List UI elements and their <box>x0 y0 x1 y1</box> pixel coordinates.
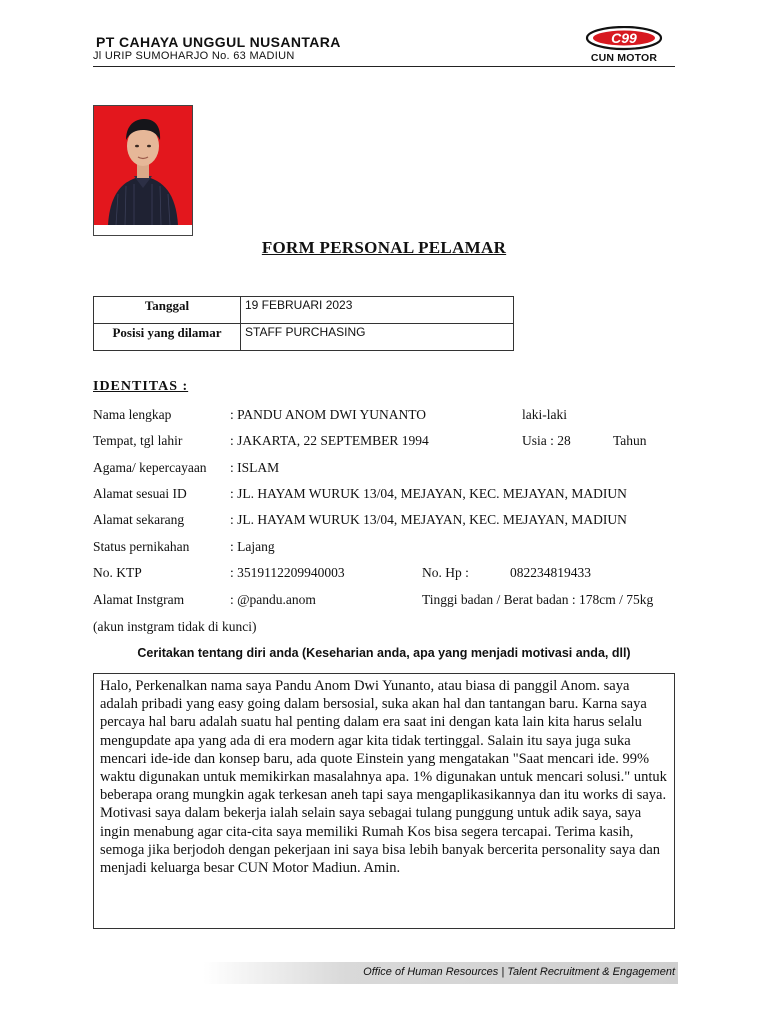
footer-text: Office of Human Resources | Talent Recruitment & Engagement <box>363 966 675 978</box>
age-unit: Tahun <box>613 433 647 448</box>
religion-label: Agama/ kepercayaan <box>93 460 207 475</box>
identitas-heading: IDENTITAS : <box>93 379 189 394</box>
table-row <box>94 297 514 324</box>
ktp-label: No. KTP <box>93 565 142 580</box>
current-address-label: Alamat sekarang <box>93 512 185 527</box>
full-name-label: Nama lengkap <box>93 407 172 422</box>
phone-value: 082234819433 <box>510 565 591 580</box>
header-divider <box>93 66 675 67</box>
story-text-box: Halo, Perkenalkan nama saya Pandu Anom Dwi Yunanto, atau biasa di panggil Anom. saya adalah pribadi yang easy going dalam bersosial, suka akan hal dan tantangan baru. Karna saya percaya hal baru adalah suatu hal penting dalam era saat ini dengan kata lain kita harus selalu mengupdate apa yang ada di era modern agar kita tidak tertinggal. Salain itu saya juga suka mencari ide-ide dan konsep baru, ada quote Einstein yang mengatakan "Saat mencari ide. 99% waktu digunakan untuk memikirkan masalahnya apa. 1% digunakan untuk mencari solusi." untuk beberapa orang mungkin agak terkesan aneh tapi saya mengaplikasikannya dan itu works di saya. Motivasi saya dalam bekerja ialah selain saya sebagai tulang punggung untuk adik saya, saya ingin menabung agar cita-cita saya memiliki Rumah Kos bisa segera tercapai. Terima kasih, semoga jika berjodoh dengan pekerjaan ini saya bisa lebih banyak bercerita personality saya dan menjadi keluarga besar CUN Motor Madiun. Amin. <box>93 673 675 929</box>
birth-label: Tempat, tgl lahir <box>93 433 183 448</box>
gender-value: laki-laki <box>522 407 567 422</box>
applicant-photo <box>94 106 192 225</box>
id-address-value: : JL. HAYAM WURUK 13/04, MEJAYAN, KEC. MEJAYAN, MADIUN <box>230 486 627 501</box>
instagram-value: : @pandu.anom <box>230 592 316 607</box>
marital-status-value: : Lajang <box>230 539 275 554</box>
religion-value: : ISLAM <box>230 460 280 475</box>
phone-label: No. Hp : <box>422 565 469 580</box>
height-weight: Tinggi badan / Berat badan : 178cm / 75kg <box>422 592 654 607</box>
date-label: Tanggal <box>94 297 241 324</box>
application-info-table <box>93 296 514 351</box>
age-value: Usia : 28 <box>522 433 571 448</box>
position-value: STAFF PURCHASING <box>241 324 514 351</box>
table-row <box>94 324 514 351</box>
full-name-value: : PANDU ANOM DWI YUNANTO <box>230 407 427 422</box>
ktp-value: : 3519112209940003 <box>230 565 345 580</box>
logo-text: CUN MOTOR <box>590 52 658 64</box>
story-prompt: Ceritakan tentang diri anda (Keseharian anda, apa yang menjadi motivasi anda, dll) <box>137 646 631 660</box>
birth-value: : JAKARTA, 22 SEPTEMBER 1994 <box>230 433 429 448</box>
id-address-label: Alamat sesuai ID <box>93 486 187 501</box>
current-address-value: : JL. HAYAM WURUK 13/04, MEJAYAN, KEC. MEJAYAN, MADIUN <box>230 512 627 527</box>
instagram-note: (akun instgram tidak di kunci) <box>93 619 257 634</box>
marital-status-label: Status pernikahan <box>93 539 190 554</box>
company-address: Jl URIP SUMOHARJO No. 63 MADIUN <box>93 50 295 62</box>
logo-mark: C99 <box>611 30 637 46</box>
position-label: Posisi yang dilamar <box>94 324 241 351</box>
date-value: 19 FEBRUARI 2023 <box>241 297 514 324</box>
instagram-label: Alamat Instgram <box>93 592 185 607</box>
form-title: FORM PERSONAL PELAMAR <box>261 238 507 257</box>
company-name: PT CAHAYA UNGGUL NUSANTARA <box>96 34 341 50</box>
